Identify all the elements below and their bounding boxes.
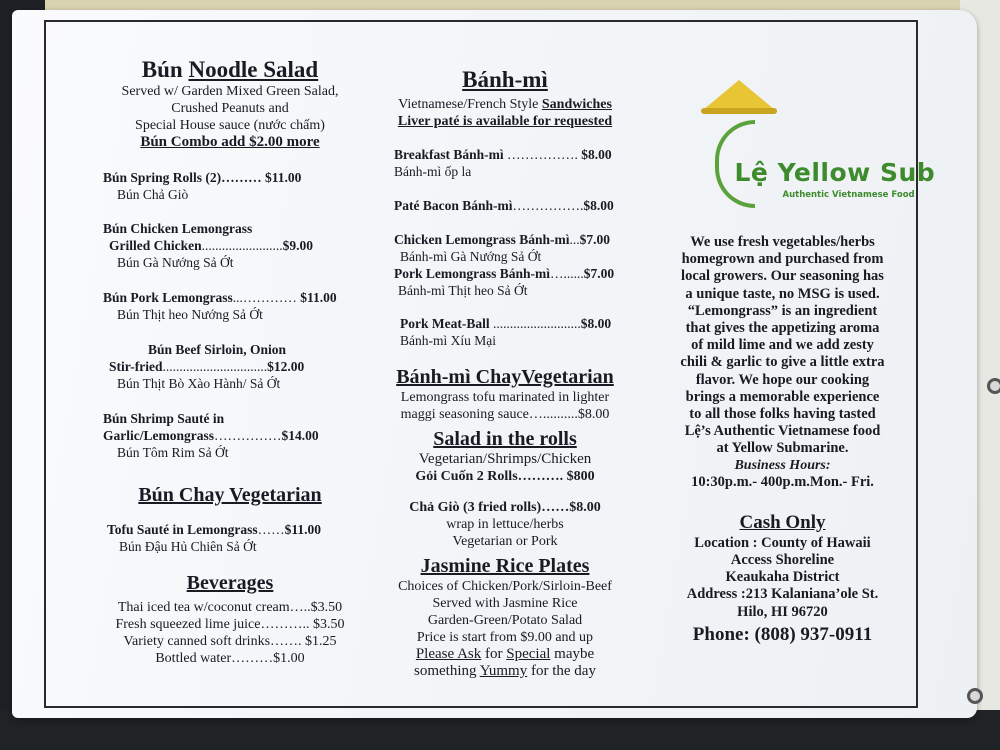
- menu-item: Breakfast Bánh-mì ……………. $8.00 Bánh-mì ốp la: [394, 147, 612, 179]
- cash-only: Cash Only: [739, 511, 826, 533]
- beverage-item: Variety canned soft drinks……. $1.25: [123, 634, 337, 649]
- info-column: [660, 80, 936, 647]
- menu-item: Chicken Lemongrass Bánh-mì...$7.00 Bánh-mì Gà Nướng Sả Ớt: [394, 232, 611, 264]
- rice-line: Price is start from $9.00 and up: [416, 630, 594, 645]
- bun-title: Bún Noodle Salad: [141, 57, 319, 82]
- banhmi-note: Liver paté is available for requested: [397, 114, 613, 129]
- conical-hat-icon: [703, 80, 775, 110]
- logo-tagline: Authentic Vietnamese Food: [782, 190, 915, 200]
- phone-number: Phone: (808) 937-0911: [692, 623, 873, 645]
- rolls-sub: Vegetarian/Shrimps/Chicken: [418, 451, 592, 467]
- beverage-item: Bottled water………$1.00: [155, 651, 305, 666]
- menu-item: Bún Spring Rolls (2)……… $11.00 Bún Chả Giò: [103, 170, 302, 202]
- rice-title: Jasmine Rice Plates: [420, 555, 590, 577]
- beverage-item: Fresh squeezed lime juice……….. $3.50: [115, 617, 345, 632]
- restaurant-logo: [673, 80, 936, 220]
- logo-name: Lệ Yellow Sub: [734, 158, 936, 187]
- banhmi-title: Bánh-mì: [462, 67, 548, 92]
- banhmi-chay-title: Bánh-mì ChayVegetarian: [396, 366, 614, 388]
- location-line: Keaukaha District: [725, 569, 840, 586]
- chagio-desc: wrap in lettuce/herbs: [446, 517, 564, 532]
- banhmi-chay-price: maggi seasoning sauce…..........$8.00: [400, 407, 610, 422]
- menu-item: Bún Chicken Lemongrass Grilled Chicken........................$9.00 Bún Gà Nướng Sả Ớt: [103, 221, 314, 270]
- bun-combo: Bún Combo add $2.00 more: [140, 134, 320, 150]
- rolls-price: Gỏi Cuốn 2 Rolls………. $800: [415, 469, 595, 484]
- address-line: Address :213 Kalaniana’ole St.: [686, 586, 879, 603]
- hat-brim: [701, 108, 777, 114]
- location-line: Access Shoreline: [730, 552, 835, 569]
- menu-item: Tofu Sauté in Lemongrass……$11.00 Bún Đậu Hủ Chiên Sả Ớt: [107, 522, 322, 554]
- rolls-title: Salad in the rolls: [433, 428, 577, 450]
- bun-desc-1: Served w/ Garden Mixed Green Salad,: [121, 84, 339, 99]
- grommet: [967, 688, 983, 704]
- grommet: [987, 378, 1000, 394]
- banhmi-column: [380, 66, 630, 680]
- beverages-title: Beverages: [186, 572, 274, 594]
- chagio-desc: Vegetarian or Pork: [452, 534, 558, 549]
- menu-item: Bún Beef Sirloin, Onion Stir-fried...............................$12.00 Bún Thịt Bò Xào Hành/ Sả Ớt: [109, 342, 305, 391]
- menu-item: Pork Meat-Ball ..........................$8.00 Bánh-mì Xíu Mại: [400, 316, 612, 348]
- hours-label: Business Hours:: [734, 457, 831, 473]
- rice-line: Served with Jasmine Rice: [432, 596, 578, 611]
- beverage-item: Thai iced tea w/coconut cream…..$3.50: [117, 600, 343, 615]
- bun-column: [95, 56, 365, 667]
- bun-desc-3: Special House sauce (nước chấm): [135, 118, 325, 133]
- menu-item: Bún Pork Lemongrass...………… $11.00 Bún Thịt heo Nướng Sả Ớt: [103, 290, 337, 322]
- bun-chay-title: Bún Chay Vegetarian: [138, 484, 322, 506]
- location-line: Location : County of Hawaii: [694, 534, 871, 551]
- about-blurb: We use fresh vegetables/herbs homegrown and purchased from local growers. Our seasoning has a unique taste, no MSG is used. “Lemongrass” is an ingredient that gives the appetizing aroma of mild lime and we add zesty chili & garlic to give a little extra flavor. We hope our cooking brings a memorable experience to all those folks having tasted Lệ’s Authentic Vietnamese food at Yellow Submarine.: [680, 234, 885, 457]
- banhmi-sub: Vietnamese/French Style Sandwiches: [398, 97, 612, 112]
- rice-line: Choices of Chicken/Pork/Sirloin-Beef: [398, 579, 612, 594]
- address-line: Hilo, HI 96720: [737, 603, 828, 620]
- banhmi-chay-desc: Lemongrass tofu marinated in lighter: [400, 390, 610, 405]
- menu-item: Bún Shrimp Sauté in Garlic/Lemongrass……………$14.00 Bún Tôm Rim Sả Ớt: [103, 411, 319, 460]
- chagio-item: Chả Giò (3 fried rolls)……$8.00: [409, 500, 601, 515]
- business-hours: 10:30p.m.- 400p.m.Mon.- Fri.: [691, 473, 874, 490]
- rice-line: Garden-Green/Potato Salad: [427, 613, 583, 628]
- menu-item: Pork Lemongrass Bánh-mì…......$7.00 Bánh-mì Thịt heo Sả Ớt: [394, 266, 615, 298]
- ask-special: Please Ask for Special maybe: [415, 646, 595, 662]
- bun-desc-2: Crushed Peanuts and: [171, 101, 289, 116]
- menu-item: Paté Bacon Bánh-mì…………….$8.00: [394, 198, 614, 213]
- yummy-line: something Yummy for the day: [414, 663, 596, 679]
